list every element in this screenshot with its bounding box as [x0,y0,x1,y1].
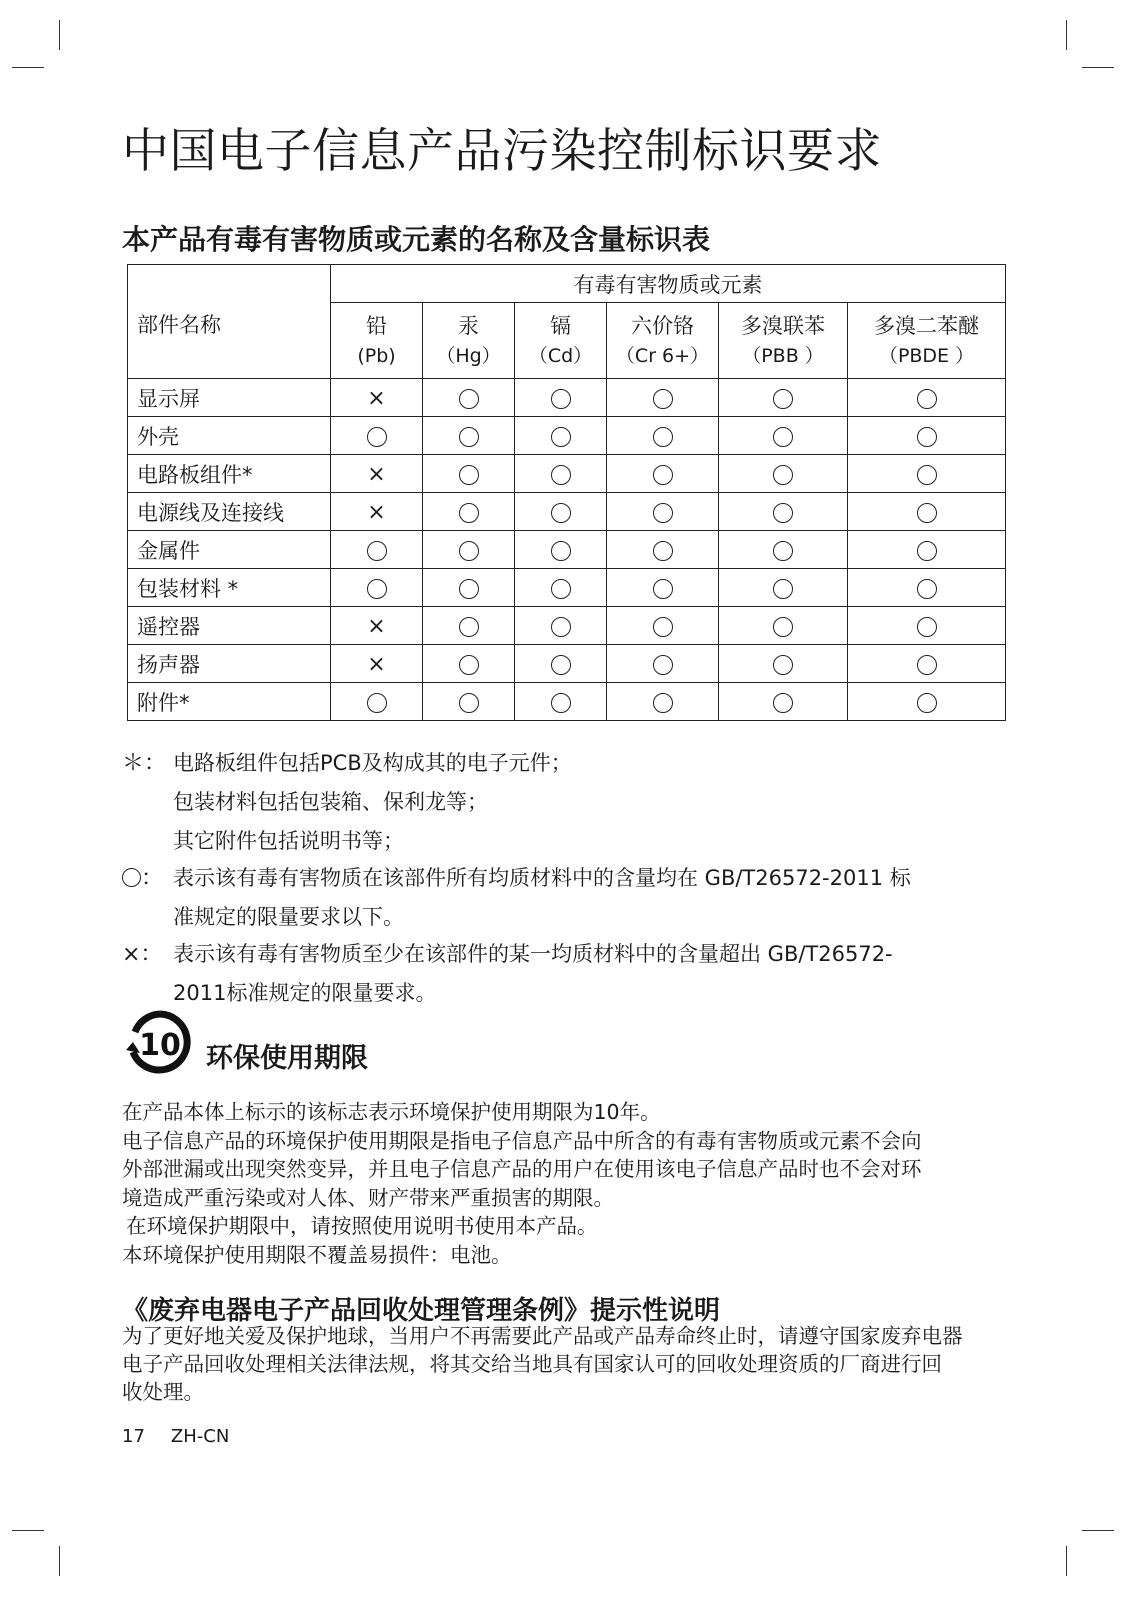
part-name: 扬声器 [128,645,331,683]
epup-paragraph: 在产品本体上标示的该标志表示环境保护使用期限为10年。 [122,1100,661,1124]
epup-10-year-logo-icon [122,1006,198,1082]
compliant-mark [848,569,1006,607]
substance-name: 多溴联苯 [741,313,825,338]
table-row [128,645,1006,683]
substance-header [719,303,848,379]
epup-paragraph: 境造成严重污染或对人体、财产带来严重损害的期限。 [122,1185,614,1210]
compliant-mark [331,417,423,455]
asterisk-note-line: 电路板组件包括PCB及构成其的电子元件； [173,751,572,775]
compliant-mark [331,531,423,569]
compliant-mark [607,531,719,569]
cross-icon: × [367,613,386,639]
cross-icon: × [367,385,386,411]
circle-icon [653,503,673,523]
cross-icon: × [367,461,386,487]
circle-icon [653,579,673,599]
asterisk-note [122,748,1022,857]
crop-mark [12,1530,44,1531]
circle-icon [917,579,937,599]
circle-icon [773,655,793,675]
circle-note-line: 准规定的限量要求以下。 [173,905,404,929]
circle-icon [773,617,793,637]
compliant-mark [423,645,515,683]
circle-icon [653,693,673,713]
epup-description [122,1098,1032,1269]
compliant-mark [719,379,848,417]
circle-icon [459,427,479,447]
compliant-mark [848,531,1006,569]
compliant-mark [719,569,848,607]
compliant-mark [607,379,719,417]
compliant-mark [515,683,607,721]
table-title: 本产品有毒有害物质或元素的名称及含量标识表 [122,223,711,256]
epup-paragraph: 本环境保护使用期限不覆盖易损件：电池。 [122,1242,512,1267]
circle-icon [773,541,793,561]
epup-title: 环保使用期限 [206,1043,368,1074]
epup-paragraph: 在环境保护期限中，请按照使用说明书使用本产品。 [126,1214,598,1238]
part-name: 遥控器 [128,607,331,645]
exceeds-mark [331,607,423,645]
circle-icon [367,579,387,599]
substance-symbol: （Hg） [436,344,501,367]
circle-icon [551,389,571,409]
substance-symbol: （Cd） [528,344,593,367]
circle-icon [122,868,141,887]
cross-key: ×： [122,942,163,967]
circle-icon [367,427,387,447]
table-row [128,531,1006,569]
table-row [128,455,1006,493]
substance-symbol: （Cr 6+） [615,344,710,367]
circle-icon [917,465,937,485]
table-row [128,683,1006,721]
compliant-mark [848,645,1006,683]
epup-paragraph: 电子信息产品的环境保护使用期限是指电子信息产品中所含的有毒有害物质或元素不会向 [122,1128,922,1153]
cross-note-line: 表示该有毒有害物质至少在该部件的某一均质材料中的含量超出 GB/T26572- [173,942,893,966]
crop-mark [1082,1530,1114,1531]
compliant-mark [607,569,719,607]
circle-icon [653,541,673,561]
circle-icon [917,693,937,713]
compliant-mark [719,645,848,683]
compliant-mark [848,607,1006,645]
compliant-mark [719,417,848,455]
substance-name: 铅 [366,313,387,338]
compliant-mark [423,607,515,645]
circle-icon [773,579,793,599]
crop-mark [1082,67,1114,68]
circle-icon [773,693,793,713]
cross-note-line: 2011标准规定的限量要求。 [173,981,437,1005]
circle-icon [653,617,673,637]
circle-icon [653,465,673,485]
substance-name: 镉 [550,313,571,338]
asterisk-note-line: 其它附件包括说明书等； [173,829,404,853]
table-row [128,569,1006,607]
compliant-mark [515,531,607,569]
compliant-mark [607,683,719,721]
circle-icon [459,389,479,409]
compliant-mark [719,455,848,493]
substance-name: 六价铬 [631,313,694,338]
compliant-mark [848,683,1006,721]
part-name-header: 部件名称 [128,265,331,379]
circle-icon [773,465,793,485]
compliant-mark [848,417,1006,455]
circle-icon [653,389,673,409]
circle-note [122,863,1022,933]
circle-icon [367,541,387,561]
exceeds-mark [331,493,423,531]
circle-icon [551,427,571,447]
compliant-mark [515,379,607,417]
substance-name: 汞 [458,313,479,338]
circle-icon [917,503,937,523]
page-title: 中国电子信息产品污染控制标识要求 [122,124,882,179]
epup-logo-number: 10 [139,1028,181,1063]
table-row [128,607,1006,645]
circle-icon [551,465,571,485]
substance-symbol: （PBB ） [742,344,824,367]
circle-icon [459,541,479,561]
recycling-description [122,1322,963,1406]
compliant-mark [607,417,719,455]
recycling-line: 为了更好地关爱及保护地球，当用户不再需要此产品或产品寿命终止时，请遵守国家废弃电器 [122,1324,963,1348]
substance-header [331,303,423,379]
circle-icon [459,579,479,599]
circle-key: ： [122,863,172,894]
compliant-mark [423,493,515,531]
circle-icon [773,503,793,523]
recycling-line: 电子产品回收处理相关法律法规，将其交给当地具有国家认可的回收处理资质的厂商进行回 [122,1352,942,1376]
circle-icon [459,693,479,713]
asterisk-note-line: 包装材料包括包装箱、保利龙等； [173,790,488,814]
circle-icon [551,579,571,599]
page-footer [122,1426,229,1447]
compliant-mark [423,379,515,417]
compliant-mark [423,417,515,455]
circle-icon [459,617,479,637]
circle-icon [459,465,479,485]
substance-symbol: （PBDE ） [878,344,975,367]
crop-mark [1066,1546,1067,1576]
circle-icon [551,655,571,675]
circle-note-line: 表示该有毒有害物质在该部件所有均质材料中的含量均在 GB/T26572-2011 标 [173,866,911,890]
circle-icon [917,617,937,637]
circle-icon [367,693,387,713]
circle-icon [773,427,793,447]
compliant-mark [719,493,848,531]
part-name: 包装材料 * [128,569,331,607]
compliant-mark [607,607,719,645]
exceeds-mark [331,645,423,683]
compliant-mark [848,493,1006,531]
part-name: 电源线及连接线 [128,493,331,531]
asterisk-key: ＊： [122,751,167,776]
compliant-mark [515,493,607,531]
compliant-mark [423,455,515,493]
crop-mark [12,67,44,68]
crop-mark [59,1546,60,1576]
page-number: 17 [122,1426,145,1447]
crop-mark [59,20,60,50]
compliant-mark [515,569,607,607]
compliant-mark [515,455,607,493]
exceeds-mark [331,455,423,493]
compliant-mark [719,683,848,721]
circle-icon [459,503,479,523]
circle-icon [551,693,571,713]
part-name: 金属件 [128,531,331,569]
cross-icon: × [367,651,386,677]
substance-header [607,303,719,379]
part-name: 显示屏 [128,379,331,417]
substance-symbol: (Pb) [357,344,396,367]
compliant-mark [848,379,1006,417]
table-row [128,417,1006,455]
table-notes [122,748,1022,1009]
cross-note [122,939,1022,1009]
substance-group-header: 有毒有害物质或元素 [331,265,1006,303]
compliant-mark [515,645,607,683]
compliant-mark [331,569,423,607]
recycling-title: 《废弃电器电子产品回收处理管理条例》提示性说明 [122,1296,721,1326]
circle-icon [917,389,937,409]
recycling-line: 收处理。 [122,1380,204,1404]
compliant-mark [423,531,515,569]
epup-paragraph: 外部泄漏或出现突然变异，并且电子信息产品的用户在使用该电子信息产品时也不会对环 [122,1157,922,1181]
compliant-mark [423,683,515,721]
substance-header [515,303,607,379]
circle-icon [653,427,673,447]
circle-icon [551,503,571,523]
circle-icon [551,617,571,637]
compliant-mark [423,569,515,607]
compliant-mark [515,417,607,455]
substance-header [848,303,1006,379]
language-code: ZH-CN [170,1426,230,1447]
hazardous-substance-table [127,264,1006,721]
compliant-mark [515,607,607,645]
compliant-mark [848,455,1006,493]
circle-icon [653,655,673,675]
compliant-mark [607,493,719,531]
compliant-mark [719,531,848,569]
table-row [128,493,1006,531]
substance-name: 多溴二苯醚 [874,313,980,338]
part-name: 外壳 [128,417,331,455]
compliant-mark [607,645,719,683]
crop-mark [1066,20,1067,50]
part-name: 附件* [128,683,331,721]
compliant-mark [607,455,719,493]
table-row [128,379,1006,417]
exceeds-mark [331,379,423,417]
circle-icon [773,389,793,409]
circle-icon [459,655,479,675]
cross-icon: × [367,499,386,525]
part-name: 电路板组件* [128,455,331,493]
circle-icon [917,655,937,675]
circle-icon [917,427,937,447]
circle-icon [917,541,937,561]
compliant-mark [331,683,423,721]
circle-icon [551,541,571,561]
substance-header [423,303,515,379]
compliant-mark [719,607,848,645]
